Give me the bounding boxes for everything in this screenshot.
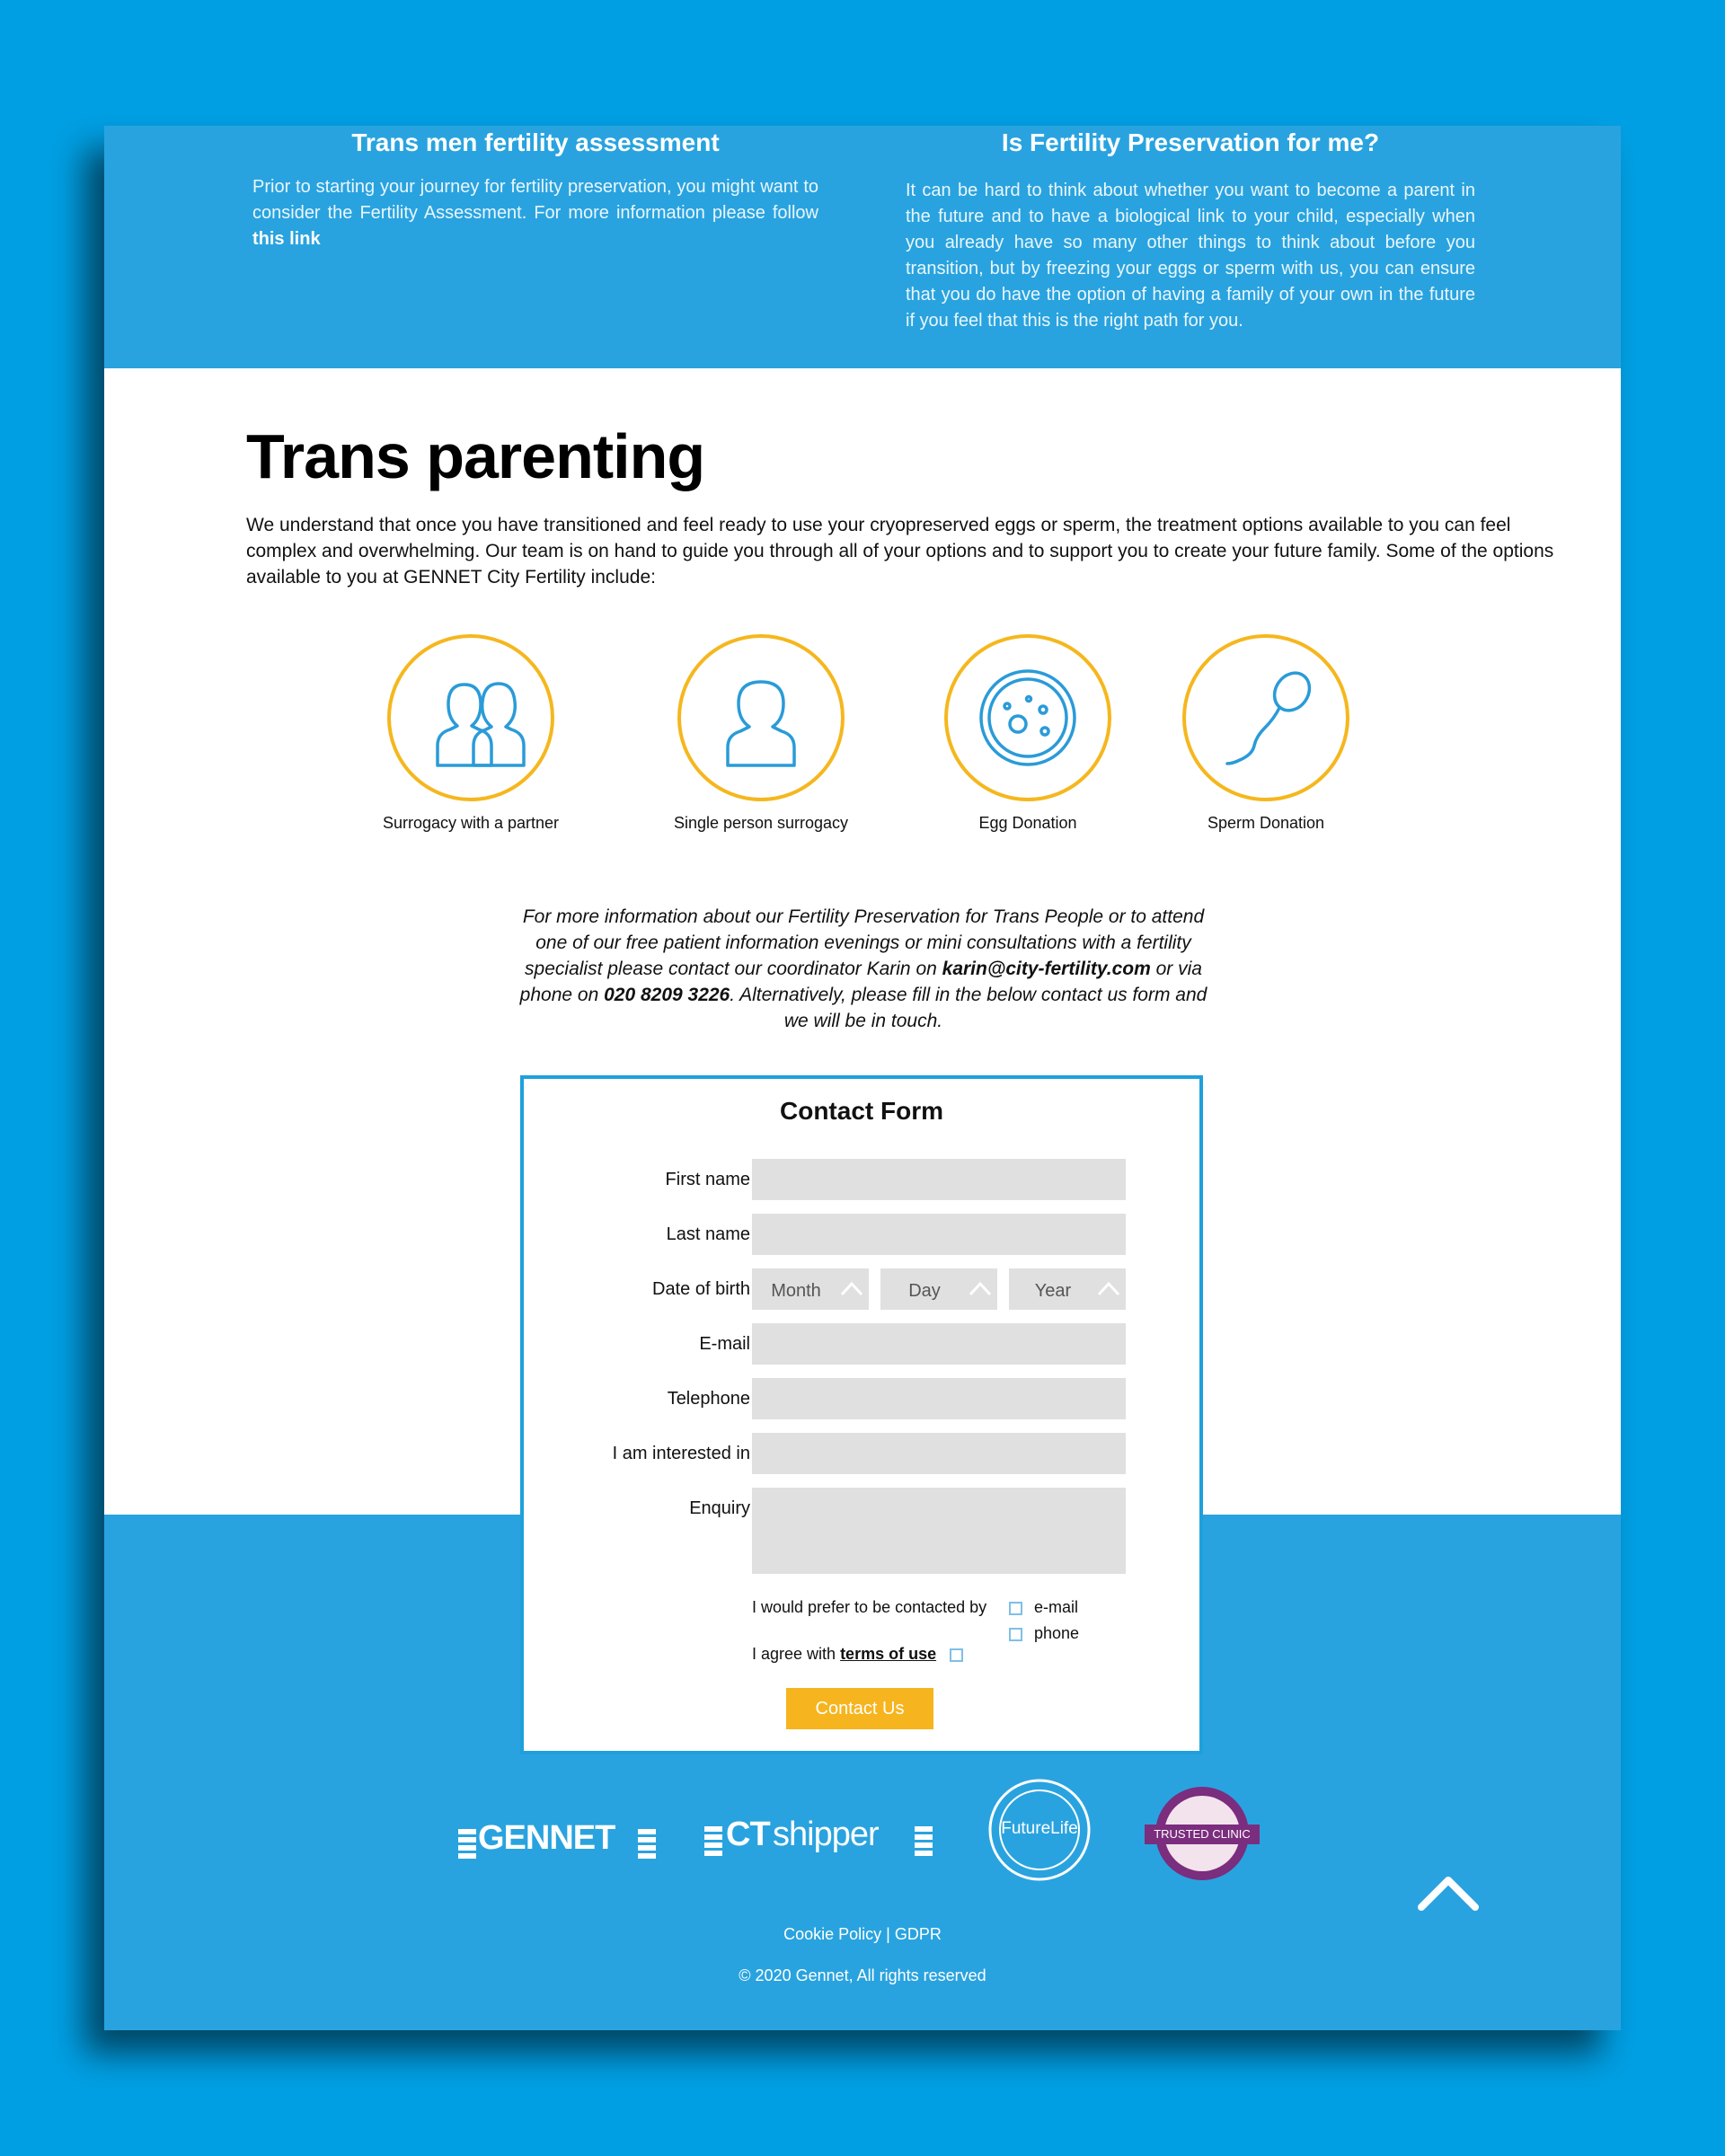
person-icon: [677, 634, 845, 801]
page: Trans men fertility assessment Prior to starting your journey for fertility preservation, you might want to consider the Fertility Assessment. For more information please follow this link Is Fertility Preservation for me? It can be hard to think about whether you want to become a parent in the future and to have a biological link to your child, especially when you already have so many other things to think about before you transition, but by freezing your eggs or sperm with us, you can ensure that you do have the option of having a family of your own in the future if you feel that this is the right path for you. Trans parenting We understand that once you have transitioned and feel ready to use your cryopreserved eggs or sperm, the treatment options available to you can feel complex and overwhelming. Our team is on hand to guide you through all of your options and to support you to create your future family. Some of the options available to you at GENNET City Fertility include: Surrogacy with a partner Single person surrogacy Egg Donation Sperm Donation For more information about our Fertility Preservation for Trans People or to attend one of our free patient information evenings or mini consultations with a fertility specialist please contact our coordinator Karin on karin@city-fertility.com or via phone on 020 8209 3226. Alternatively, please fill in the below contact us form and we will be in touch. Contact Form First name Last name Date of birth Month Day Year E-mail Telephone I am interested in Enquiry I would prefer to be contacted by e-mail phone I agree with terms of use Contact Us GENNET CT shipper FutureLife TRUSTED CLINIC Cookie Policy | GDPR © 2020 Gennet, All rights reserved: [104, 126, 1621, 2030]
this-link[interactable]: this link: [252, 229, 321, 249]
dob-label: Date of birth: [652, 1279, 750, 1299]
terms-label: I agree with terms of use: [752, 1645, 937, 1663]
fertility-assessment-section: [252, 126, 818, 252]
chevron-up-icon: [969, 1279, 992, 1297]
intro-text: We understand that once you have transitioned and feel ready to use your cryopreserved eggs or sperm, the treatment options available to you can feel complex and overwhelming. Our team is on hand to guide you through all of your options and to support you to create your future family. Some of the options available to you at GENNET City Fertility include:: [246, 515, 1554, 588]
option-surrogacy-partner[interactable]: [336, 634, 606, 833]
contact-us-button[interactable]: Contact Us: [786, 1688, 933, 1729]
phone-option-label: phone: [1034, 1624, 1080, 1642]
contact-preference-label: I would prefer to be contacted by: [752, 1598, 987, 1616]
telephone-label: Telephone: [667, 1389, 750, 1409]
email-label: E-mail: [699, 1334, 750, 1354]
interest-row: [524, 1433, 1199, 1476]
interest-label: I am interested in: [612, 1444, 750, 1463]
preservation-for-me-title: Is Fertility Preservation for me?: [1001, 128, 1380, 156]
last-name-row: [524, 1214, 1199, 1257]
option-sperm-donation[interactable]: [1131, 634, 1401, 833]
footer-links[interactable]: Cookie Policy | GDPR: [783, 1925, 942, 1943]
preservation-for-me-text: It can be hard to think about whether you want to become a parent in the future and to have a biological link to your child, especially when you already have so many other things to think about before you transition, but by freezing your eggs or sperm with us, you can ensure that you do have the option of having a family of your own in the future if you feel that this is the right path for you.: [906, 181, 1475, 331]
option-label: Single person surrogacy: [673, 814, 849, 832]
terms-of-use-link[interactable]: terms of use: [840, 1645, 937, 1663]
first-name-input[interactable]: [752, 1159, 1126, 1200]
trusted-clinic-logo[interactable]: TRUSTED CLINIC: [1143, 1783, 1261, 1884]
enquiry-row: [524, 1488, 1199, 1531]
futurelife-logo[interactable]: FutureLife: [987, 1778, 1092, 1882]
last-name-input[interactable]: [752, 1214, 1126, 1255]
year-select[interactable]: Year: [1009, 1268, 1126, 1310]
fertility-assessment-title: Trans men fertility assessment: [351, 128, 720, 156]
first-name-label: First name: [665, 1170, 750, 1189]
telephone-input[interactable]: [752, 1378, 1126, 1419]
phone-checkbox[interactable]: [1009, 1628, 1022, 1641]
email-option-label: e-mail: [1034, 1598, 1079, 1616]
first-name-row: [524, 1159, 1199, 1202]
copyright: © 2020 Gennet, All rights reserved: [739, 1966, 986, 1984]
contact-form: [520, 1075, 1203, 1754]
coordinator-email[interactable]: karin@city-fertility.com: [942, 959, 1151, 979]
top-info-band: [104, 126, 1621, 368]
email-input[interactable]: [752, 1323, 1126, 1365]
preservation-for-me-section: [906, 126, 1475, 334]
email-row: [524, 1323, 1199, 1366]
option-label: Sperm Donation: [1207, 814, 1325, 832]
day-select[interactable]: Day: [880, 1268, 997, 1310]
enquiry-textarea[interactable]: [752, 1488, 1126, 1574]
chevron-up-icon: [840, 1279, 863, 1297]
scroll-to-top-icon[interactable]: [1416, 1873, 1481, 1913]
contact-info-text: For more information about our Fertility Preservation for Trans People or to attend one of our free patient information evenings or mini consultations with a fertility specialist please contact our coordinator Karin on karin@city-fertility.com or via phone on 020 8209 3226. Alternatively, please fill in the below contact us form and we will be in touch.: [519, 906, 1208, 1031]
coordinator-phone[interactable]: 020 8209 3226: [604, 985, 730, 1005]
two-people-icon: [387, 634, 554, 801]
dob-row: [524, 1268, 1199, 1312]
email-checkbox[interactable]: [1009, 1602, 1022, 1615]
option-single-surrogacy[interactable]: [626, 634, 896, 833]
contact-form-title: Contact Form: [780, 1097, 943, 1125]
sperm-icon: [1182, 634, 1349, 801]
page-title: Trans parenting: [246, 421, 705, 491]
fertility-assessment-text: Prior to starting your journey for fertility preservation, you might want to consider the Fertility Assessment. For more information please follow this link: [252, 177, 818, 249]
interest-input[interactable]: [752, 1433, 1126, 1474]
month-select[interactable]: Month: [752, 1268, 869, 1310]
last-name-label: Last name: [666, 1224, 750, 1244]
egg-cell-icon: [944, 634, 1111, 801]
option-label: Egg Donation: [978, 814, 1077, 832]
terms-checkbox[interactable]: [950, 1648, 963, 1662]
option-egg-donation[interactable]: [893, 634, 1163, 833]
enquiry-label: Enquiry: [689, 1498, 750, 1518]
telephone-row: [524, 1378, 1199, 1421]
chevron-up-icon: [1097, 1279, 1120, 1297]
option-label: Surrogacy with a partner: [382, 814, 560, 832]
